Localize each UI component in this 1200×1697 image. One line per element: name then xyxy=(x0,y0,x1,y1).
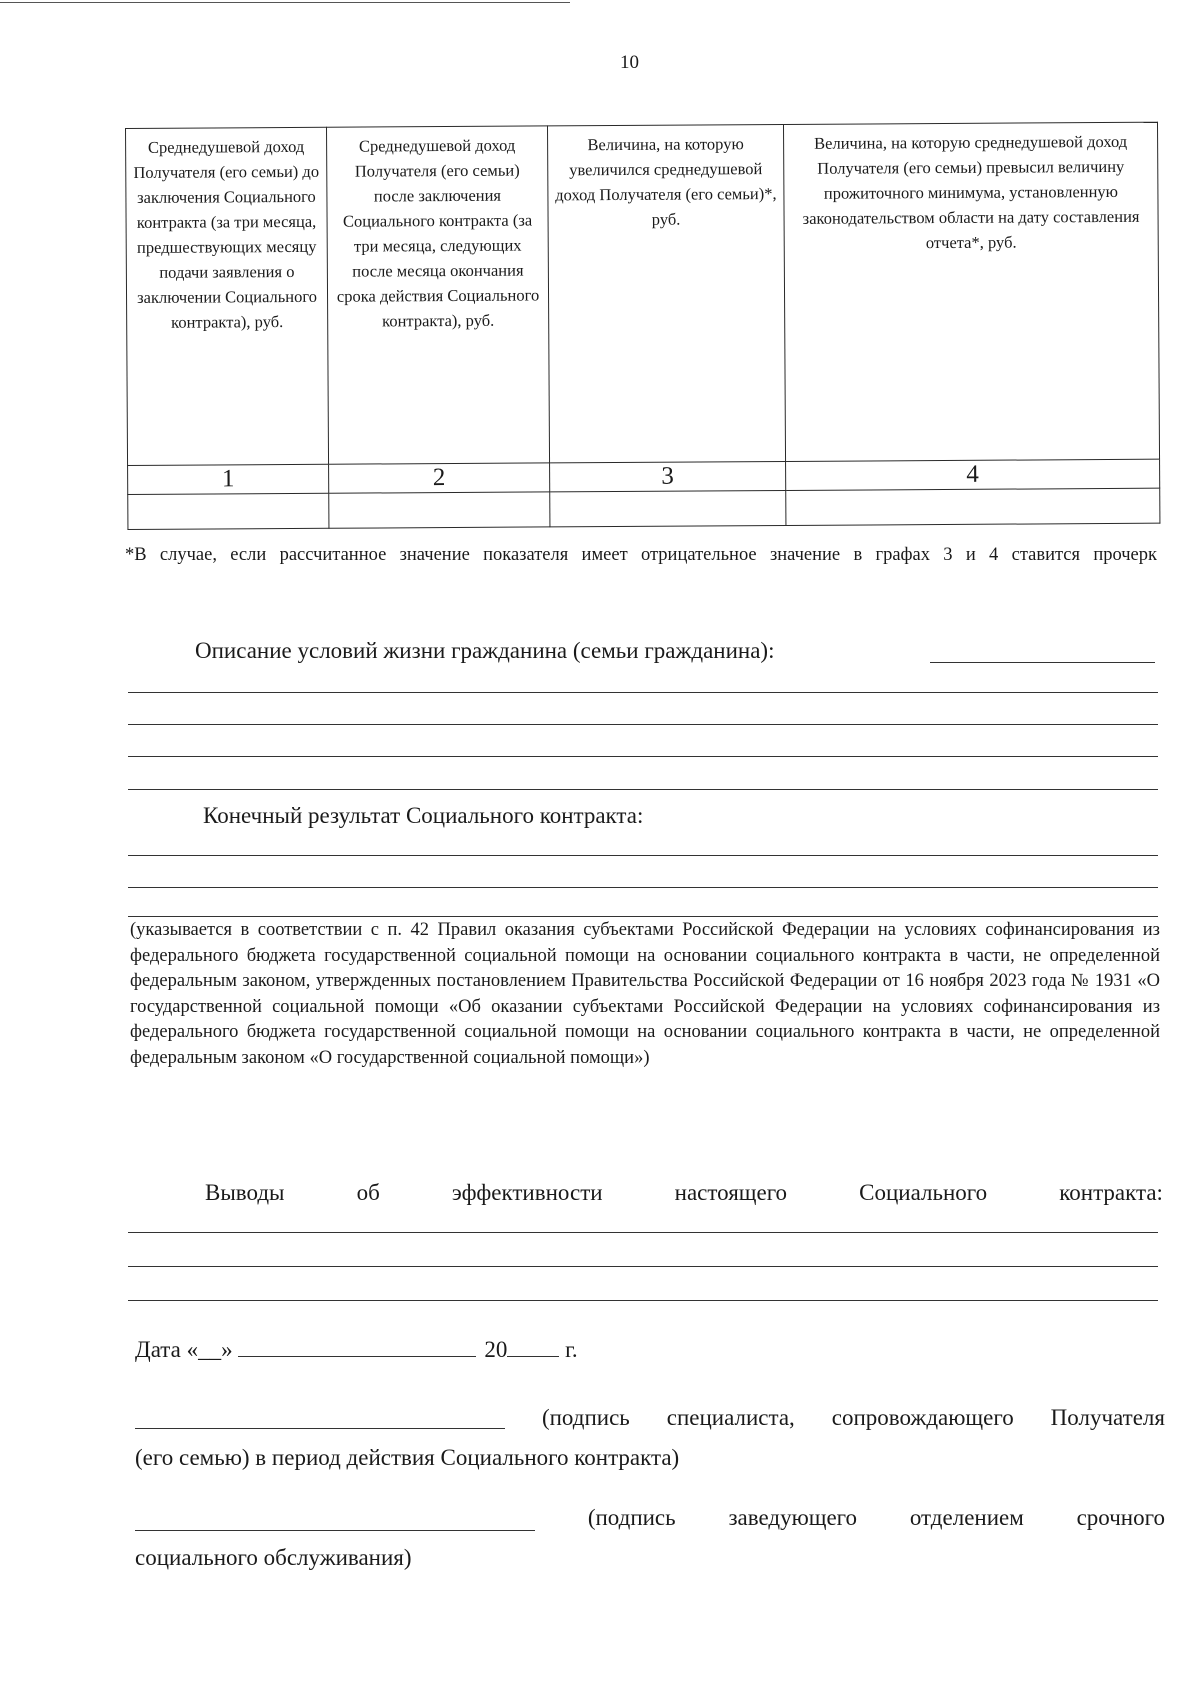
date-month-blank[interactable] xyxy=(238,1356,476,1357)
conclusions-word: об xyxy=(356,1180,380,1205)
date-year-blank[interactable] xyxy=(507,1356,559,1357)
final-result-line[interactable] xyxy=(128,887,1158,888)
page-number: 10 xyxy=(620,52,639,73)
column-number: 4 xyxy=(786,459,1160,490)
specialist-signature-line[interactable] xyxy=(135,1398,505,1429)
table-cell[interactable] xyxy=(786,488,1160,525)
final-result-label: Конечный результат Социального контракта: xyxy=(203,803,644,828)
table-cell[interactable] xyxy=(128,493,329,529)
footnote: *В случае, если рассчитанное значение показателя имеет отрицательное значение в графах 3 и 4 ставится прочерк xyxy=(125,545,1157,565)
table-header-cell: Величина, на которую увеличился среднедушевой доход Получателя (его семьи)*, руб. xyxy=(547,124,785,462)
signature-caption-word: отделением xyxy=(909,1505,1024,1530)
top-edge-line xyxy=(0,2,570,3)
table-row xyxy=(128,488,1160,529)
living-conditions-line[interactable] xyxy=(128,724,1158,725)
living-conditions-line[interactable] xyxy=(128,692,1158,693)
table-cell[interactable] xyxy=(329,492,550,528)
table-header-cell: Среднедушевой доход Получателя (его семьи) до заключения Социального контракта (за три месяца, предшествующих месяцу подачи заявления о заключении Социального контракта), руб. xyxy=(126,127,329,465)
table-cell[interactable] xyxy=(550,490,786,526)
date-year-prefix: 20 xyxy=(484,1337,508,1362)
head-signature-line[interactable] xyxy=(135,1498,535,1531)
conclusions-label xyxy=(205,1180,1163,1206)
conclusions-word: Выводы xyxy=(205,1180,285,1205)
income-table xyxy=(125,122,1160,530)
conclusions-line[interactable] xyxy=(128,1266,1158,1267)
conclusions-word: контракта: xyxy=(1059,1180,1163,1205)
living-conditions-line[interactable] xyxy=(128,756,1158,757)
specialist-signature-block xyxy=(135,1398,1165,1478)
table-header-cell: Среднедушевой доход Получателя (его семьи) после заключения Социального контракта (за три месяца, следующих после месяца окончания срока действия Социального контракта), руб. xyxy=(326,126,549,464)
living-conditions-line[interactable] xyxy=(128,789,1158,790)
signature-caption-word: (подпись xyxy=(587,1505,676,1530)
date-field xyxy=(135,1337,578,1363)
final-result-line[interactable] xyxy=(128,916,1158,917)
conclusions-line[interactable] xyxy=(128,1232,1158,1233)
signature-caption-line2: социального обслуживания) xyxy=(135,1545,412,1570)
column-number: 3 xyxy=(550,461,786,491)
signature-caption-word: срочного xyxy=(1076,1505,1165,1530)
conclusions-word: настоящего xyxy=(674,1180,788,1205)
head-signature-block xyxy=(135,1498,1165,1578)
signature-caption-line2: (его семью) в период действия Социального контракта) xyxy=(135,1445,680,1470)
living-conditions-label: Описание условий жизни гражданина (семьи гражданина): xyxy=(195,638,775,663)
signature-caption-word: заведующего xyxy=(728,1505,858,1530)
column-number: 1 xyxy=(128,464,329,494)
living-conditions-fill-line[interactable] xyxy=(930,662,1155,663)
date-year-suffix: г. xyxy=(559,1337,578,1362)
conclusions-line[interactable] xyxy=(128,1300,1158,1301)
date-prefix: Дата «__» xyxy=(135,1337,239,1362)
table-header-cell: Величина, на которую среднедушевой доход Получателя (его семьи) превысил величину прожиточного минимума, установленную законодательством области на дату составления отчета*, руб. xyxy=(783,122,1159,461)
final-result-note: (указывается в соответствии с п. 42 Правил оказания субъектами Российской Федерации на условиях софинансирования из федерального бюджета государственной социальной помощи на основании социального контракта в части, не определенной федеральным законом, утвержденных постановлением Правительства Российской Федерации от 16 ноября 2023 года № 1931 «О государственной социальной помощи «Об оказании субъектами Российской Федерации на условиях софинансирования из федерального бюджета государственной социальной помощи на основании социального контракта в части, не определенной федеральным законом «О государственной социальной помощи») xyxy=(130,920,1160,1068)
table-header-row xyxy=(126,122,1160,465)
signature-caption-word: Получателя xyxy=(1050,1405,1165,1430)
signature-caption-word: специалиста, xyxy=(666,1405,795,1430)
conclusions-word: Социального xyxy=(859,1180,988,1205)
signature-caption-word: сопровождающего xyxy=(831,1405,1014,1430)
final-result-line[interactable] xyxy=(128,855,1158,856)
signature-caption-word: (подпись xyxy=(541,1405,630,1430)
conclusions-word: эффективности xyxy=(451,1180,603,1205)
column-number: 2 xyxy=(329,463,550,493)
